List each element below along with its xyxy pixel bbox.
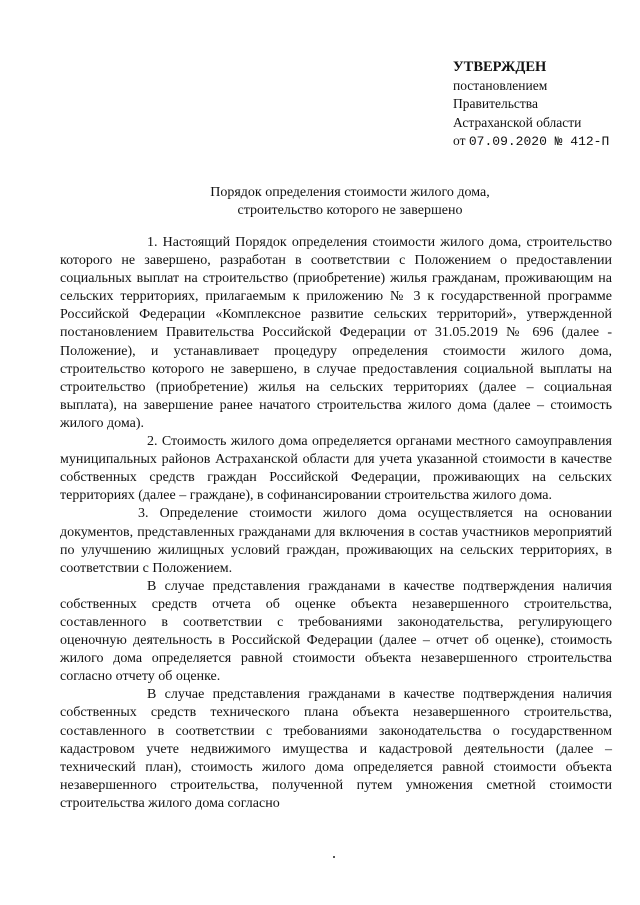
paragraph-3: 3. Определение стоимости жилого дома осуществляется на основании документов, представленных гражданами для включения в состав участников мероприятий по улучшению жилищных условий граждан, проживающих на сельских территориях, в соответствии с Положением.: [60, 506, 612, 576]
approval-heading: УТВЕРЖДЕН: [453, 59, 547, 75]
approval-line-1: постановлением: [453, 77, 548, 93]
document-title-line-1: Порядок определения стоимости жилого дома,: [210, 185, 490, 200]
document-body: [60, 234, 612, 813]
paragraph-4: В случае представления гражданами в качестве подтверждения наличия собственных средств отчета об оценке объекта незавершенного строительства, составленного в соответствии с требованиями законодательства, регулирующего оценочную деятельность в Российской Федерации (далее – отчет об оценке), стоимость жилого дома определяется равной стоимости объекта незавершенного строительства согласно отчету об оценке.: [60, 578, 612, 685]
approval-line-3: Астраханской области: [453, 114, 582, 130]
approval-date-prefix: от: [453, 133, 466, 148]
document-title-line-2: строительство которого не завершено: [237, 203, 463, 218]
approval-date-line: [453, 132, 633, 152]
document-title: [60, 184, 640, 220]
paragraph-2: 2. Стоимость жилого дома определяется органами местного самоуправления муниципальных районов Астраханской области для учета указанной стоимости в качестве собственных средств граждан Российской Федерации, проживающих на сельских территориях (далее – граждане), в софинансировании строительства жилого дома.: [60, 434, 612, 504]
approval-date-number: 07.09.2020 № 412-П: [468, 134, 610, 149]
paragraph-1: 1. Настоящий Порядок определения стоимости жилого дома, строительство которого не завершено, разработан в соответствии с Положением о предоставлении социальных выплат на строительство (приобретение) жилья гражданам, проживающим на сельских территориях, прилагаемым к приложению № 3 к государственной программе Российской Федерации «Комплексное развитие сельских территорий», утвержденной постановлением Правительства Российской Федерации от 31.05.2019 № 696 (далее - Положение), и устанавливает процедуру определения стоимости жилого дома, строительство которого не завершено, в случае предоставления социальной выплаты на строительство (приобретение) жилья на сельских территориях (далее – социальная выплата), на завершение ранее начатого строительства жилого дома (далее – стоимость жилого дома).: [60, 235, 612, 431]
scan-speck: [333, 856, 335, 858]
paragraph-5: В случае представления гражданами в качестве подтверждения наличия собственных средств технического плана объекта незавершенного строительства, составленного в соответствии с требованиями законодательства о государственном кадастровом учете недвижимого имущества и кадастровой деятельности (далее – технический план), стоимость жилого дома определяется равной стоимости объекта незавершенного строительства, полученной путем умножения сметной стоимости строительства жилого дома согласно: [60, 687, 612, 811]
approval-line-2: Правительства: [453, 96, 538, 111]
approval-stamp: [453, 58, 633, 152]
